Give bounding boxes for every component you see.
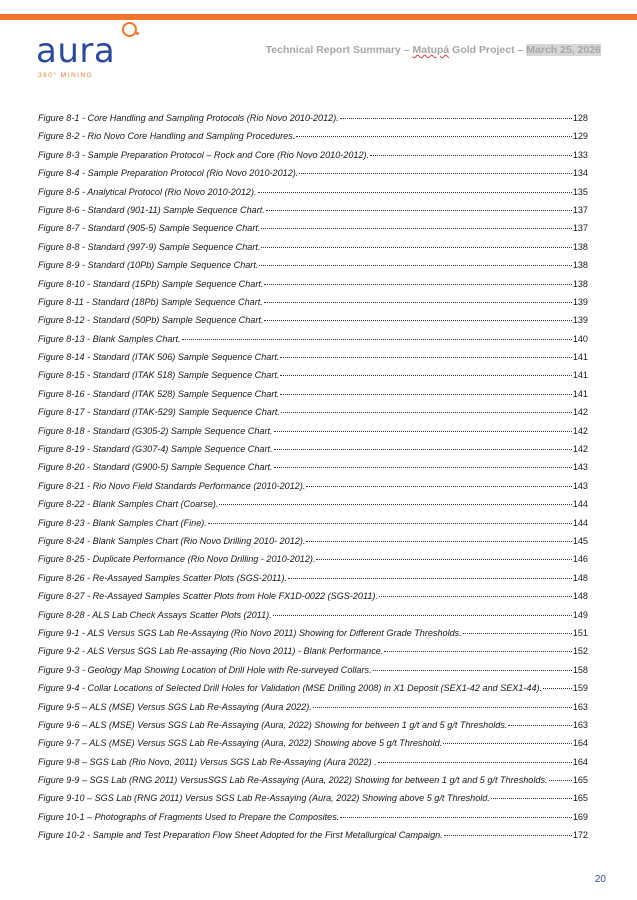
toc-dot-leader xyxy=(299,173,571,174)
toc-entry[interactable] xyxy=(38,370,588,388)
toc-entry[interactable] xyxy=(38,554,588,572)
toc-entry-page: 135 xyxy=(572,186,588,197)
toc-entry-page: 158 xyxy=(572,664,588,675)
toc-entry-page: 143 xyxy=(572,480,588,491)
toc-dot-leader xyxy=(264,302,572,303)
toc-entry-page: 145 xyxy=(572,535,588,546)
toc-entry-page: 140 xyxy=(572,333,588,344)
toc-dot-leader xyxy=(264,284,571,285)
toc-entry-title: Figure 8-22 - Blank Samples Chart (Coarse). xyxy=(38,499,219,510)
toc-dot-leader xyxy=(219,504,571,505)
toc-dot-leader xyxy=(370,155,572,156)
toc-entry-page: 148 xyxy=(572,591,588,602)
toc-entry-page: 129 xyxy=(572,131,588,142)
toc-dot-leader xyxy=(261,247,571,248)
toc-entry-title: Figure 8-6 - Standard (901-11) Sample Sequence Chart. xyxy=(38,204,265,215)
toc-entry[interactable] xyxy=(38,187,588,205)
toc-entry-title: Figure 8-13 - Blank Samples Chart. xyxy=(38,333,181,344)
toc-entry-page: 163 xyxy=(572,719,588,730)
toc-entry[interactable] xyxy=(38,481,588,499)
header-project-rest: Gold Project – xyxy=(449,44,527,56)
toc-entry-title: Figure 8-16 - Standard (ITAK 528) Sample Sequence Chart. xyxy=(38,388,280,399)
toc-dot-leader xyxy=(261,228,571,229)
toc-entry-page: 142 xyxy=(572,444,588,455)
toc-entry-page: 144 xyxy=(572,499,588,510)
toc-entry[interactable] xyxy=(38,426,588,444)
toc-entry[interactable] xyxy=(38,830,588,848)
toc-dot-leader xyxy=(280,394,571,395)
toc-entry-page: 141 xyxy=(572,352,588,363)
toc-entry[interactable] xyxy=(38,591,588,609)
toc-entry-page: 141 xyxy=(572,370,588,381)
toc-entry-title: Figure 9-5 – ALS (MSE) Versus SGS Lab Re-Assaying (Aura 2022). xyxy=(38,701,312,712)
toc-entry-title: Figure 8-24 - Blank Samples Chart (Rio Novo Drilling 2010- 2012). xyxy=(38,535,306,546)
toc-entry[interactable] xyxy=(38,738,588,756)
toc-entry-title: Figure 8-2 - Rio Novo Core Handling and Sampling Procedures. xyxy=(38,131,296,142)
toc-entry[interactable] xyxy=(38,315,588,333)
toc-dot-leader xyxy=(379,596,572,597)
toc-entry[interactable] xyxy=(38,793,588,811)
toc-entry[interactable] xyxy=(38,334,588,352)
toc-entry[interactable] xyxy=(38,205,588,223)
toc-dot-leader xyxy=(543,688,572,689)
toc-entry[interactable] xyxy=(38,499,588,517)
toc-entry-title: Figure 8-8 - Standard (997-9) Sample Sequence Chart. xyxy=(38,241,261,252)
toc-entry[interactable] xyxy=(38,407,588,425)
toc-entry-title: Figure 8-20 - Standard (G900-5) Sample Sequence Chart. xyxy=(38,462,273,473)
toc-entry-title: Figure 8-5 - Analytical Protocol (Rio Novo 2010-2012). xyxy=(38,186,257,197)
toc-entry-title: Figure 8-17 - Standard (ITAK-529) Sample Sequence Chart. xyxy=(38,407,280,418)
toc-entry-title: Figure 8-23 - Blank Samples Chart (Fine). xyxy=(38,517,207,528)
toc-entry[interactable] xyxy=(38,131,588,149)
toc-dot-leader xyxy=(266,210,572,211)
toc-entry-title: Figure 10-1 – Photographs of Fragments Used to Prepare the Composites. xyxy=(38,811,340,822)
toc-dot-leader xyxy=(208,523,572,524)
toc-entry-page: 142 xyxy=(572,407,588,418)
toc-entry-page: 159 xyxy=(572,683,588,694)
toc-entry-title: Figure 8-27 - Re-Assayed Samples Scatter Plots from Hole FX1D-0022 (SGS-2011). xyxy=(38,591,378,602)
toc-dot-leader xyxy=(280,357,571,358)
toc-entry[interactable] xyxy=(38,389,588,407)
toc-entry-title: Figure 9-4 - Collar Locations of Selected Drill Holes for Validation (MSE Drilling 2008) in X1 Deposit (SEX1-42 and SEX1-44). xyxy=(38,683,543,694)
toc-dot-leader xyxy=(508,725,571,726)
toc-entry[interactable] xyxy=(38,352,588,370)
toc-entry-title: Figure 8-9 - Standard (10Pb) Sample Sequence Chart. xyxy=(38,260,259,271)
toc-entry-page: 163 xyxy=(572,701,588,712)
toc-entry[interactable] xyxy=(38,775,588,793)
toc-dot-leader xyxy=(182,339,572,340)
toc-entry-title: Figure 8-26 - Re-Assayed Samples Scatter Plots (SGS-2011). xyxy=(38,572,287,583)
toc-entry-title: Figure 8-4 - Sample Preparation Protocol (Rio Novo 2010-2012). xyxy=(38,168,299,179)
toc-entry[interactable] xyxy=(38,610,588,628)
toc-entry-title: Figure 9-1 - ALS Versus SGS Lab Re-Assaying (Rio Novo 2011) Showing for Different Grade Thresholds. xyxy=(38,627,462,638)
toc-entry-title: Figure 8-15 - Standard (ITAK 518) Sample Sequence Chart. xyxy=(38,370,280,381)
toc-dot-leader xyxy=(491,798,572,799)
toc-dot-leader xyxy=(274,467,572,468)
toc-entry-page: 139 xyxy=(572,315,588,326)
toc-entry[interactable] xyxy=(38,665,588,683)
toc-entry[interactable] xyxy=(38,720,588,738)
toc-entry-page: 143 xyxy=(572,462,588,473)
toc-entry-page: 139 xyxy=(572,296,588,307)
toc-entry-title: Figure 9-2 - ALS Versus SGS Lab Re-assaying (Rio Novo 2011) - Blank Performance. xyxy=(38,646,384,657)
toc-entry-page: 164 xyxy=(572,756,588,767)
page-number: 20 xyxy=(594,874,606,885)
toc-entry[interactable] xyxy=(38,628,588,646)
toc-dot-leader xyxy=(316,559,571,560)
toc-entry-title: Figure 8-1 - Core Handling and Sampling Protocols (Rio Novo 2010-2012). xyxy=(38,113,339,123)
toc-entry-page: 172 xyxy=(572,830,588,841)
toc-entry-title: Figure 9-7 – ALS (MSE) Versus SGS Lab Re-Assaying (Aura, 2022) Showing above 5 g/t Threshold. xyxy=(38,738,443,749)
toc-entry[interactable] xyxy=(38,113,588,131)
toc-entry-page: 128 xyxy=(572,113,588,123)
toc-dot-leader xyxy=(340,817,572,818)
toc-dot-leader xyxy=(444,835,572,836)
toc-dot-leader xyxy=(313,707,572,708)
toc-dot-leader xyxy=(274,431,572,432)
toc-entry-page: 137 xyxy=(572,223,588,234)
toc-dot-leader xyxy=(378,762,572,763)
toc-entry[interactable] xyxy=(38,297,588,315)
logo-wordmark: aura xyxy=(36,31,116,71)
toc-entry-page: 134 xyxy=(572,168,588,179)
toc-entry-title: Figure 9-9 – SGS Lab (RNG 2011) VersusSGS Lab Re-Assaying (Aura, 2022) Showing for between 1 g/t and 5 g/t Thresholds. xyxy=(38,775,548,786)
toc-dot-leader xyxy=(340,118,572,119)
toc-entry-page: 144 xyxy=(572,517,588,528)
toc-dot-leader xyxy=(463,633,572,634)
toc-entry[interactable] xyxy=(38,223,588,241)
toc-dot-leader xyxy=(443,743,572,744)
toc-entry[interactable] xyxy=(38,573,588,591)
toc-entry[interactable] xyxy=(38,168,588,186)
toc-entry-page: 164 xyxy=(572,738,588,749)
toc-entry-title: Figure 9-10 – SGS Lab (RNG 2011) Versus SGS Lab Re-Assaying (Aura, 2022) Showing above 5 g/t Threshold. xyxy=(38,793,490,804)
aura-logo xyxy=(36,30,166,90)
toc-entry[interactable] xyxy=(38,702,588,720)
toc-entry-title: Figure 9-3 - Geology Map Showing Location of Drill Hole with Re-surveyed Collars. xyxy=(38,664,372,675)
toc-entry-page: 165 xyxy=(572,775,588,786)
toc-entry-page: 169 xyxy=(572,811,588,822)
toc-entry[interactable] xyxy=(38,150,588,168)
header-project: Matupá xyxy=(412,44,450,56)
toc-entry[interactable] xyxy=(38,462,588,480)
header-accent-bar xyxy=(0,14,637,20)
toc-entry-title: Figure 8-3 - Sample Preparation Protocol – Rock and Core (Rio Novo 2010-2012). xyxy=(38,149,370,160)
toc-entry[interactable] xyxy=(38,683,588,701)
toc-dot-leader xyxy=(549,780,572,781)
toc-entry-page: 141 xyxy=(572,388,588,399)
toc-entry-title: Figure 8-12 - Standard (50Pb) Sample Sequence Chart. xyxy=(38,315,264,326)
toc-dot-leader xyxy=(280,375,571,376)
toc-dot-leader xyxy=(288,578,572,579)
toc-entry[interactable] xyxy=(38,646,588,664)
toc-entry-title: Figure 8-11 - Standard (18Pb) Sample Sequence Chart. xyxy=(38,296,263,307)
toc-entry-title: Figure 9-8 – SGS Lab (Rio Novo, 2011) Versus SGS Lab Re-Assaying (Aura 2022) . xyxy=(38,756,377,767)
toc-entry-page: 138 xyxy=(572,278,588,289)
toc-entry-page: 151 xyxy=(572,627,588,638)
toc-entry-page: 133 xyxy=(572,149,588,160)
toc-dot-leader xyxy=(384,651,571,652)
logo-tagline: 360° MINING xyxy=(38,72,94,79)
toc-entry-page: 138 xyxy=(572,241,588,252)
toc-entry-title: Figure 8-14 - Standard (ITAK 506) Sample Sequence Chart. xyxy=(38,352,280,363)
toc-dot-leader xyxy=(258,192,572,193)
toc-entry[interactable] xyxy=(38,260,588,278)
toc-entry-page: 165 xyxy=(572,793,588,804)
logo-dot-icon xyxy=(136,32,139,35)
toc-entry-page: 142 xyxy=(572,425,588,436)
toc-dot-leader xyxy=(306,486,571,487)
list-of-figures xyxy=(38,113,588,849)
toc-entry-page: 152 xyxy=(572,646,588,657)
toc-entry-title: Figure 8-18 - Standard (G305-2) Sample Sequence Chart. xyxy=(38,425,273,436)
toc-dot-leader xyxy=(281,412,572,413)
header-date: March 25, 2026 xyxy=(526,44,601,56)
toc-dot-leader xyxy=(264,320,571,321)
toc-entry-page: 138 xyxy=(572,260,588,271)
toc-entry-page: 149 xyxy=(572,609,588,620)
toc-dot-leader xyxy=(273,615,572,616)
toc-entry-title: Figure 10-2 - Sample and Test Preparation Flow Sheet Adopted for the First Metallurgical Campaign. xyxy=(38,830,443,841)
toc-entry-title: Figure 8-28 - ALS Lab Check Assays Scatter Plots (2011). xyxy=(38,609,272,620)
toc-entry[interactable] xyxy=(38,444,588,462)
toc-entry-page: 146 xyxy=(572,554,588,565)
toc-entry-title: Figure 8-19 - Standard (G307-4) Sample Sequence Chart. xyxy=(38,444,273,455)
toc-dot-leader xyxy=(274,449,572,450)
toc-entry-page: 137 xyxy=(572,204,588,215)
toc-entry[interactable] xyxy=(38,812,588,830)
toc-entry-title: Figure 8-21 - Rio Novo Field Standards Performance (2010-2012). xyxy=(38,480,306,491)
toc-entry[interactable] xyxy=(38,536,588,554)
toc-entry[interactable] xyxy=(38,279,588,297)
logo-circle-icon xyxy=(122,22,137,37)
toc-entry-title: Figure 8-25 - Duplicate Performance (Rio Novo Drilling - 2010-2012). xyxy=(38,554,316,565)
toc-dot-leader xyxy=(259,265,571,266)
toc-entry[interactable] xyxy=(38,518,588,536)
toc-entry[interactable] xyxy=(38,757,588,775)
toc-entry[interactable] xyxy=(38,242,588,260)
report-header xyxy=(266,44,601,56)
header-prefix: Technical Report Summary – xyxy=(265,44,413,56)
toc-entry-title: Figure 8-10 - Standard (15Pb) Sample Sequence Chart. xyxy=(38,278,264,289)
toc-entry-title: Figure 9-6 – ALS (MSE) Versus SGS Lab Re-Assaying (Aura, 2022) Showing for between 1 g/t and 5 g/t Thresholds. xyxy=(38,719,508,730)
toc-entry-title: Figure 8-7 - Standard (905-5) Sample Sequence Chart. xyxy=(38,223,261,234)
toc-dot-leader xyxy=(296,136,572,137)
toc-entry-page: 148 xyxy=(572,572,588,583)
toc-dot-leader xyxy=(373,670,572,671)
toc-dot-leader xyxy=(306,541,571,542)
